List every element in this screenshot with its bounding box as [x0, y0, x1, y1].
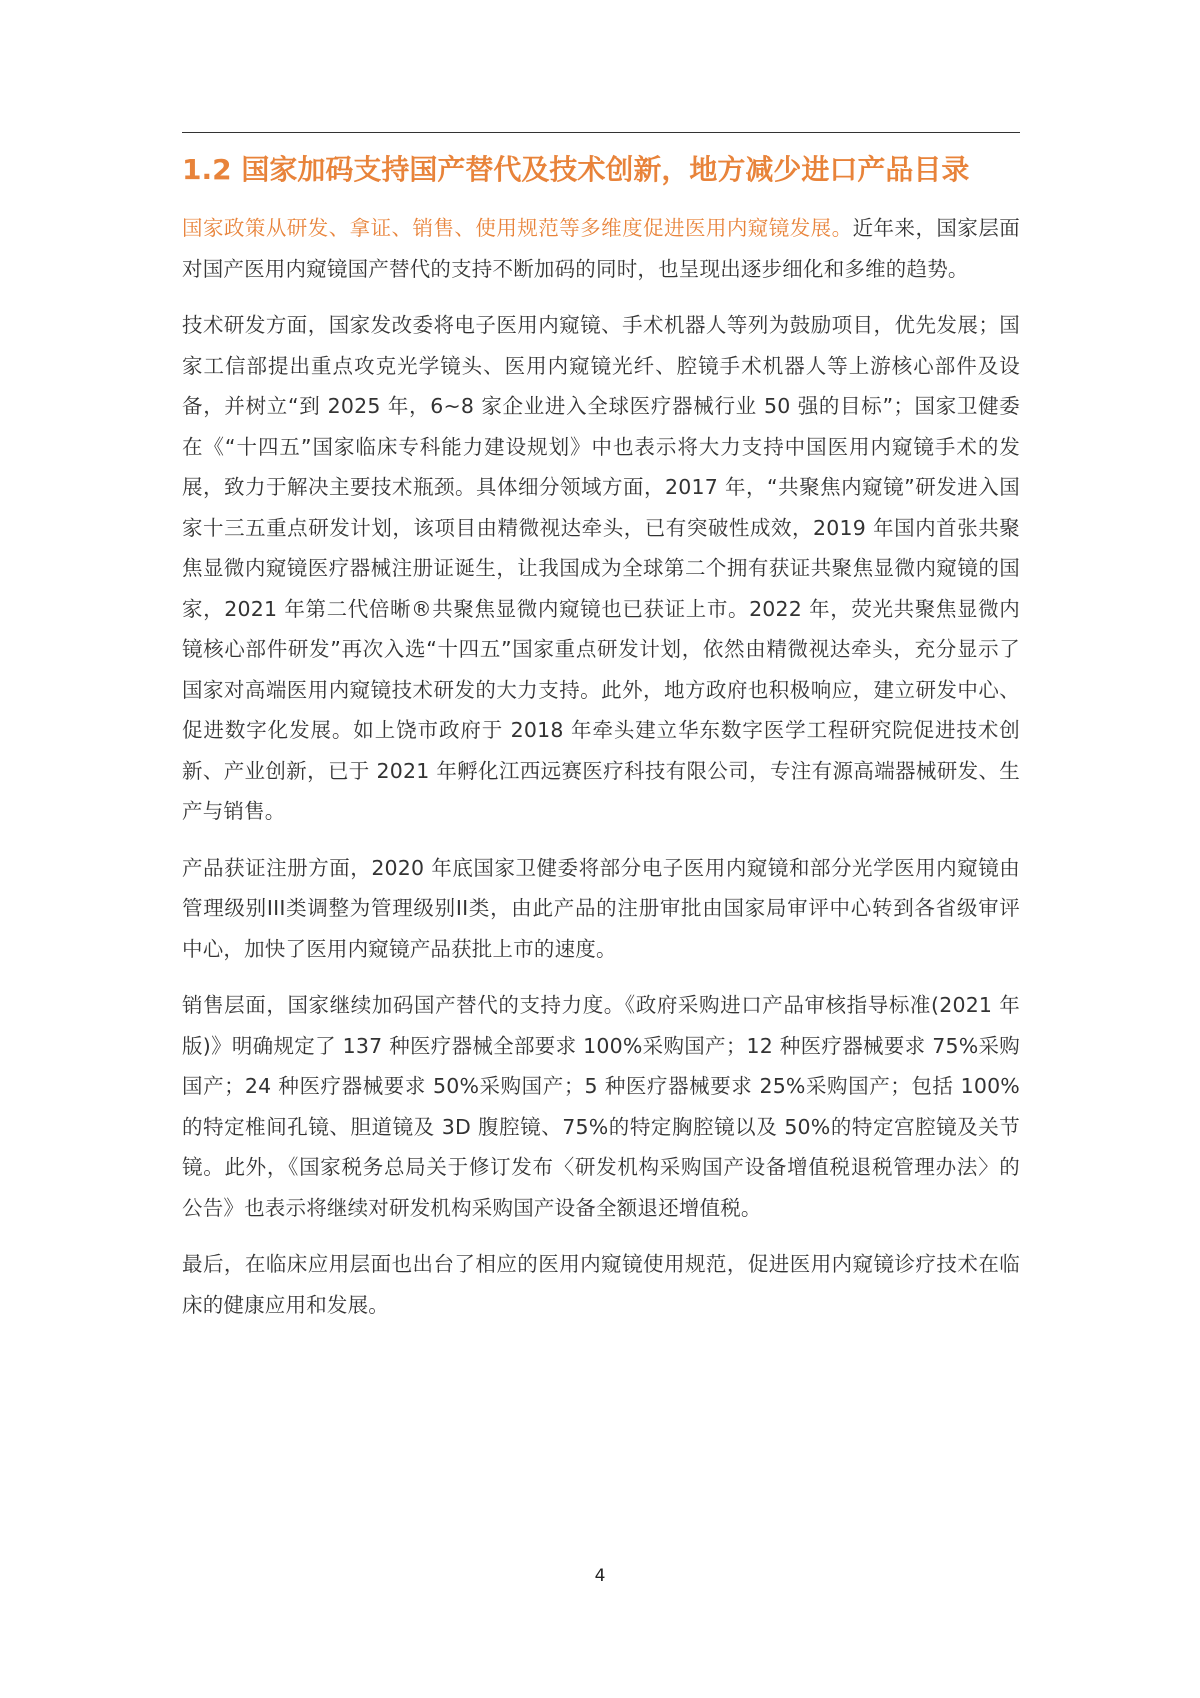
paragraph-tech-rd: 技术研发方面，国家发改委将电子医用内窥镜、手术机器人等列为鼓励项目，优先发展；国家工信部提出重点攻克光学镜头、医用内窥镜光纤、腔镜手术机器人等上游核心部件及设备，并树立“到 2025 年，6~8 家企业进入全球医疗器械行业 50 强的目标”；国家卫健委在《“十四五”国家临床专科能力建设规划》中也表示将大力支持中国医用内窥镜手术的发展，致力于解决主要技术瓶颈。具体细分领域方面，2017 年，“共聚焦内窥镜”研发进入国家十三五重点研发计划，该项目由精微视达牵头，已有突破性成效，2019 年国内首张共聚焦显微内窥镜医疗器械注册证诞生，让我国成为全球第二个拥有获证共聚焦显微内窥镜的国家，2021 年第二代倍晰®共聚焦显微内窥镜也已获证上市。2022 年，荧光共聚焦显微内镜核心部件研发”再次入选“十四五”国家重点研发计划，依然由精微视达牵头，充分显示了国家对高端医用内窥镜技术研发的大力支持。此外，地方政府也积极响应，建立研发中心、促进数字化发展。如上饶市政府于 2018 年牵头建立华东数字医学工程研究院促进技术创新、产业创新，已于 2021 年孵化江西远赛医疗科技有限公司，专注有源高端器械研发、生产与销售。: [182, 313, 1020, 823]
section-title: 1.2 国家加码支持国产替代及技术创新，地方减少进口产品目录: [182, 153, 970, 186]
paragraph-clinical: 最后，在临床应用层面也出台了相应的医用内窥镜使用规范，促进医用内窥镜诊疗技术在临床的健康应用和发展。: [182, 1252, 1020, 1317]
paragraph-sales: 销售层面，国家继续加码国产替代的支持力度。《政府采购进口产品审核指导标准(2021 年版)》明确规定了 137 种医疗器械全部要求 100%采购国产；12 种医疗器械要求 75%采购国产；24 种医疗器械要求 50%采购国产；5 种医疗器械要求 25%采购国产；包括 100%的特定椎间孔镜、胆道镜及 3D 腹腔镜、75%的特定胸腔镜以及 50%的特定宫腔镜及关节镜。此外，《国家税务总局关于修订发布〈研发机构采购国产设备增值税退税管理办法〉的公告》也表示将继续对研发机构采购国产设备全额退还增值税。: [182, 993, 1020, 1220]
paragraph-registration: 产品获证注册方面，2020 年底国家卫健委将部分电子医用内窥镜和部分光学医用内窥镜由管理级别III类调整为管理级别II类，由此产品的注册审批由国家局审评中心转到各省级审评中心，加快了医用内窥镜产品获批上市的速度。: [182, 855, 1020, 961]
paragraph-intro: [182, 208, 1020, 289]
body-content: [182, 208, 1020, 1341]
highlight-lead-sentence: 国家政策从研发、拿证、销售、使用规范等多维度促进医用内窥镜发展。: [182, 216, 853, 240]
page-number: 4: [594, 1566, 606, 1586]
header-rule: [182, 132, 1020, 133]
intro-rest: 近年来，国家层面对国产医用内窥镜国产替代的支持不断加码的同时，也呈现出逐步细化和多维的趋势。: [182, 216, 1020, 281]
